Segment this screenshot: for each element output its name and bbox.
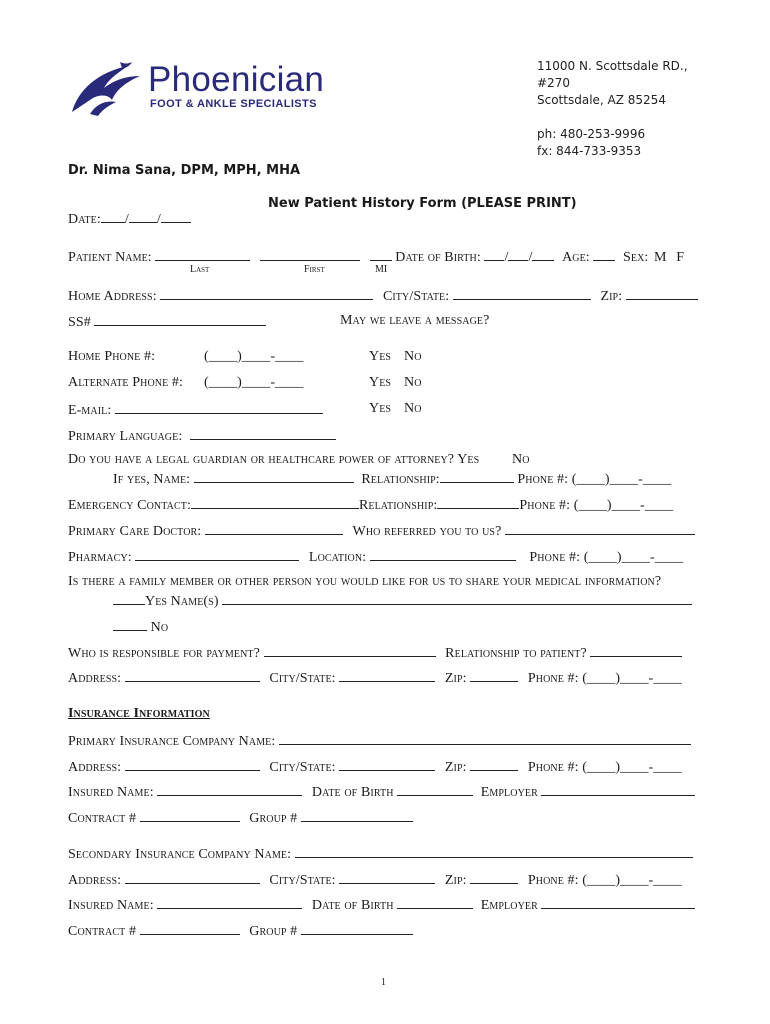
payer-phone-label: Phone #:: [527, 671, 579, 686]
ss-row: [68, 313, 266, 331]
zip-field[interactable]: [626, 287, 698, 300]
emergency-relationship-label: Relationship:: [358, 498, 438, 513]
guardian-phone-field[interactable]: (____)____-____: [571, 472, 672, 487]
pharmacy-row: [68, 548, 683, 566]
home-phone-yes[interactable]: Yes: [369, 349, 392, 364]
secondary-employer-field[interactable]: [541, 896, 695, 909]
emergency-contact-label: Emergency Contact:: [68, 498, 191, 513]
phoenix-bird-icon: [68, 60, 148, 118]
secondary-insured-dob-field[interactable]: [397, 896, 473, 909]
payer-city-state-label: City/State:: [269, 671, 336, 686]
family-share-yes-label: Yes Name(s): [145, 594, 219, 609]
doctor-name: Dr. Nima Sana, DPM, MPH, MHA: [68, 163, 301, 178]
emergency-row: [68, 496, 673, 514]
secondary-group-label: Group #: [249, 924, 298, 939]
primary-ins-zip-label: Zip:: [444, 760, 467, 775]
payment-row: [68, 644, 682, 662]
primary-language-label: Primary Language:: [68, 429, 183, 444]
family-share-no-row: [113, 618, 168, 636]
relationship-patient-field[interactable]: [590, 644, 682, 657]
clinic-address-line-3: Scottsdale, AZ 85254: [537, 93, 666, 107]
secondary-ins-address-row: [68, 871, 682, 889]
pharmacy-phone-label: Phone #:: [529, 550, 581, 565]
emergency-relationship-field[interactable]: [437, 496, 519, 509]
family-share-yes-field[interactable]: [113, 592, 145, 605]
location-field[interactable]: [370, 548, 516, 561]
primary-ins-city-state-field[interactable]: [339, 758, 435, 771]
logo: [68, 60, 368, 120]
secondary-insured-name-label: Insured Name:: [68, 898, 154, 913]
secondary-employer-label: Employer: [480, 898, 538, 913]
primary-ins-address-field[interactable]: [125, 758, 260, 771]
mi-field[interactable]: [370, 248, 392, 261]
primary-group-field[interactable]: [301, 809, 413, 822]
secondary-ins-address-label: Address:: [68, 873, 122, 888]
emergency-phone-field[interactable]: (____)____-____: [573, 498, 674, 513]
primary-ins-address-label: Address:: [68, 760, 122, 775]
dob-year-field[interactable]: [532, 248, 554, 261]
primary-ins-phone-field[interactable]: (____)____-____: [582, 760, 682, 775]
sex-m-option[interactable]: M: [654, 250, 667, 265]
date-month-field[interactable]: [101, 210, 125, 223]
form-title: New Patient History Form (PLEASE PRINT): [268, 196, 577, 211]
family-share-yes-row: [113, 592, 692, 610]
primary-language-row: [68, 427, 336, 445]
secondary-contract-field[interactable]: [140, 922, 240, 935]
primary-insured-dob-label: Date of Birth: [311, 785, 394, 800]
family-share-names-field[interactable]: [222, 592, 692, 605]
primary-ins-city-state-label: City/State:: [269, 760, 336, 775]
secondary-ins-city-state-field[interactable]: [339, 871, 435, 884]
guardian-name-field[interactable]: [194, 470, 354, 483]
primary-contract-field[interactable]: [140, 809, 240, 822]
page-number: 1: [381, 977, 386, 988]
secondary-ins-zip-label: Zip:: [444, 873, 467, 888]
primary-ins-zip-field[interactable]: [470, 758, 518, 771]
primary-employer-field[interactable]: [541, 783, 695, 796]
age-field[interactable]: [593, 248, 615, 261]
patient-name-label: Patient Name:: [68, 250, 152, 265]
pharmacy-phone-field[interactable]: (____)____-____: [583, 550, 684, 565]
email-label: E-mail:: [68, 403, 112, 418]
email-field[interactable]: [115, 401, 323, 414]
primary-group-label: Group #: [249, 811, 298, 826]
email-yes[interactable]: Yes: [369, 401, 392, 416]
primary-care-label: Primary Care Doctor:: [68, 524, 202, 539]
relationship-patient-label: Relationship to patient?: [445, 646, 587, 661]
family-share-no-label: No: [150, 620, 169, 635]
primary-insured-dob-field[interactable]: [397, 783, 473, 796]
secondary-insurance-field[interactable]: [295, 845, 693, 858]
secondary-contract-row: [68, 922, 413, 940]
primary-insured-name-field[interactable]: [157, 783, 302, 796]
referred-label: Who referred you to us?: [352, 524, 502, 539]
home-address-row: [68, 287, 698, 305]
home-address-label: Home Address:: [68, 289, 157, 304]
home-phone-field[interactable]: (____)____-____: [204, 349, 304, 364]
emergency-contact-field[interactable]: [191, 496, 359, 509]
alt-phone-yes[interactable]: Yes: [369, 375, 392, 390]
secondary-ins-phone-field[interactable]: (____)____-____: [582, 873, 682, 888]
date-year-field[interactable]: [161, 210, 191, 223]
family-share-no-field[interactable]: [113, 618, 147, 631]
date-label: Date:: [68, 212, 101, 227]
payer-zip-label: Zip:: [444, 671, 467, 686]
referred-field[interactable]: [505, 522, 695, 535]
ss-label: SS#: [68, 315, 91, 330]
guardian-relationship-label: Relationship:: [361, 472, 440, 487]
message-label: May we leave a message?: [340, 313, 490, 328]
alt-phone-label: Alternate Phone #:: [68, 375, 183, 390]
payer-zip-field[interactable]: [470, 669, 518, 682]
pharmacy-field[interactable]: [135, 548, 299, 561]
primary-language-field[interactable]: [190, 427, 336, 440]
dob-label: Date of Birth:: [395, 250, 481, 265]
guardian-detail-row: [113, 470, 671, 488]
secondary-contract-label: Contract #: [68, 924, 137, 939]
primary-insurance-field[interactable]: [279, 732, 691, 745]
payer-address-field[interactable]: [125, 669, 260, 682]
primary-ins-phone-label: Phone #:: [527, 760, 579, 775]
city-state-label: City/State:: [382, 289, 450, 304]
date-day-field[interactable]: [129, 210, 157, 223]
date-row: Date: / /: [68, 210, 191, 228]
secondary-ins-zip-field[interactable]: [470, 871, 518, 884]
home-phone-no[interactable]: No: [404, 349, 422, 364]
home-address-field[interactable]: [160, 287, 373, 300]
guardian-phone-label: Phone #:: [517, 472, 569, 487]
first-label: First: [304, 264, 325, 275]
email-no[interactable]: No: [404, 401, 422, 416]
payer-address-row: [68, 669, 682, 687]
pharmacy-label: Pharmacy:: [68, 550, 132, 565]
primary-contract-row: [68, 809, 413, 827]
alt-phone-no[interactable]: No: [404, 375, 422, 390]
payment-label: Who is responsible for payment?: [68, 646, 260, 661]
primary-insured-name-label: Insured Name:: [68, 785, 154, 800]
secondary-ins-phone-label: Phone #:: [527, 873, 579, 888]
clinic-address-line-2: #270: [537, 76, 570, 90]
email-row: [68, 401, 323, 419]
primary-insurance-row: [68, 732, 691, 750]
dob-month-field[interactable]: [484, 248, 504, 261]
last-label: Last: [190, 264, 210, 275]
sex-label: Sex:: [623, 250, 649, 265]
clinic-phone: ph: 480-253-9996: [537, 127, 646, 141]
dob-day-field[interactable]: [508, 248, 528, 261]
primary-insurance-label: Primary Insurance Company Name:: [68, 734, 276, 749]
mi-label: MI: [375, 264, 388, 275]
guardian-question: Do you have a legal guardian or healthcare power of attorney? Yes: [68, 452, 480, 467]
logo-tagline: FOOT & ANKLE SPECIALISTS: [150, 98, 317, 110]
location-label: Location:: [308, 550, 367, 565]
secondary-insured-dob-label: Date of Birth: [311, 898, 394, 913]
zip-label: Zip:: [600, 289, 623, 304]
guardian-no[interactable]: No: [512, 452, 530, 467]
payment-field[interactable]: [264, 644, 436, 657]
secondary-insurance-label: Secondary Insurance Company Name:: [68, 847, 292, 862]
primary-care-field[interactable]: [205, 522, 343, 535]
last-name-field[interactable]: [155, 248, 250, 261]
secondary-group-field[interactable]: [301, 922, 413, 935]
payer-phone-field[interactable]: (____)____-____: [582, 671, 682, 686]
alt-phone-field[interactable]: (____)____-____: [204, 375, 304, 390]
clinic-address-line-1: 11000 N. Scottsdale RD.,: [537, 59, 688, 73]
primary-ins-address-row: [68, 758, 682, 776]
patient-name-row: Patient Name: Date of Birth: / / Age: Sex: M F: [68, 250, 685, 265]
payer-address-label: Address:: [68, 671, 122, 686]
logo-brand: Phoenician: [148, 60, 325, 99]
home-phone-label: Home Phone #:: [68, 349, 156, 364]
secondary-ins-city-state-label: City/State:: [269, 873, 336, 888]
primary-contract-label: Contract #: [68, 811, 137, 826]
primary-insured-row: [68, 783, 695, 801]
emergency-phone-label: Phone #:: [519, 498, 571, 513]
secondary-ins-address-field[interactable]: [125, 871, 260, 884]
secondary-insured-row: [68, 896, 695, 914]
sex-f-option[interactable]: F: [676, 250, 685, 265]
secondary-insurance-row: [68, 845, 693, 863]
first-name-field[interactable]: [260, 248, 360, 261]
secondary-insured-name-field[interactable]: [157, 896, 302, 909]
clinic-fax: fx: 844-733-9353: [537, 144, 642, 158]
primary-employer-label: Employer: [480, 785, 538, 800]
age-label: Age:: [562, 250, 590, 265]
payer-city-state-field[interactable]: [339, 669, 435, 682]
primary-care-row: [68, 522, 695, 540]
insurance-section-title: Insurance Information: [68, 706, 210, 721]
family-share-question: Is there a family member or other person you would like for us to share your medical information?: [68, 574, 662, 589]
if-yes-name-label: If yes, Name:: [113, 472, 191, 487]
ss-field[interactable]: [94, 313, 266, 326]
guardian-relationship-field[interactable]: [440, 470, 514, 483]
city-state-field[interactable]: [453, 287, 591, 300]
